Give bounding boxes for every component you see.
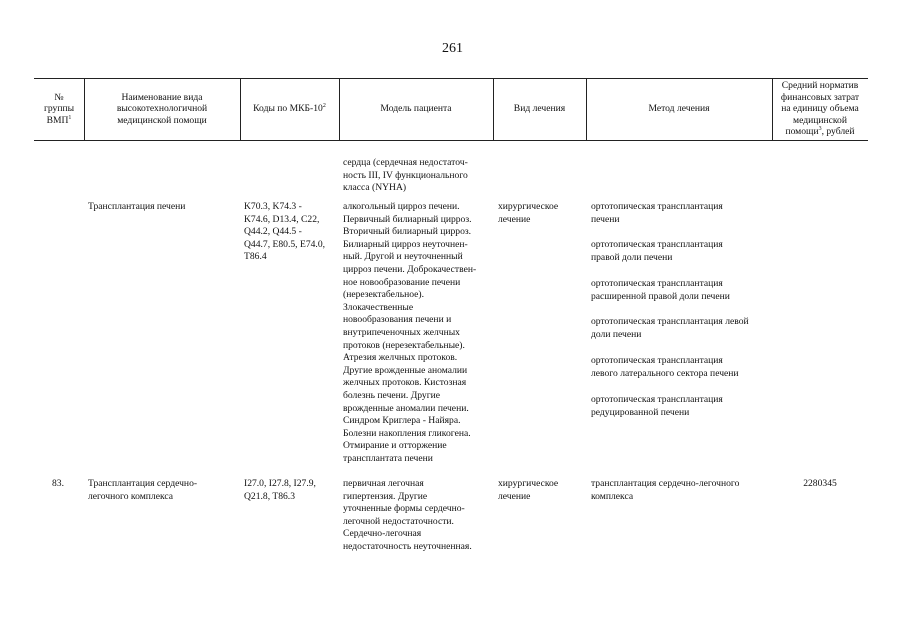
liver-method-1: ортотопическая трансплантация печени	[591, 201, 723, 225]
header-treatment-method: Метод лечения	[648, 103, 710, 115]
continuation-patient-model: сердца (сердечная недостаточ- ность III, IV функционального класса (NYHA)	[343, 157, 468, 194]
liver-patient-model: алкогольный цирроз печени. Первичный билиарный цирроз. Вторичный билиарный цирроз. Билиарный цирроз неуточнен- ный. Другой и неуточненный цирроз печени. Доброкачествен- ное новообразование печени (нерезектабельное). Злокачественные новообразования печени и внутрипеченочных желчных протоков (нерезектабельные). Атрезия желчных протоков. Другие врожденные аномалии желчных протоков. Кистозная болезнь печени. Другие врожденные аномалии печени. Синдром Криглера - Найяра. Болезни накопления гликогена. Отмирание и отторжение трансплантата печени	[343, 201, 477, 464]
row-83-average-cost: 2280345	[803, 478, 837, 489]
row-83-group-number: 83.	[52, 478, 64, 489]
row-83-icd-codes: I27.0, I27.8, I27.9, Q21.8, T86.3	[244, 478, 316, 502]
liver-method-3: ортотопическая трансплантация расширенной правой доли печени	[591, 278, 730, 302]
page-number: 261	[442, 41, 463, 56]
liver-method-6: ортотопическая трансплантация редуцированной печени	[591, 394, 723, 418]
liver-method-2: ортотопическая трансплантация правой доли печени	[591, 239, 723, 263]
liver-method-4: ортотопическая трансплантация левой доли печени	[591, 316, 749, 340]
header-treatment-type: Вид лечения	[513, 103, 566, 115]
row-83-treatment-method: трансплантация сердечно-легочного комплекса	[591, 478, 740, 502]
header-bottom-rule	[34, 140, 868, 141]
liver-icd-codes: K70.3, K74.3 - K74.6, D13.4, C22, Q44.2, Q44.5 - Q44.7, E80.5, E74.0, T86.4	[244, 201, 326, 263]
header-group-number: № группы ВМП$^1$	[43, 91, 75, 126]
row-83-patient-model: первичная легочная гипертензия. Другие уточненные формы сердечно- легочной недостаточности. Сердечно-легочная недостаточность неуточненная.	[343, 478, 472, 552]
liver-care-name: Трансплантация печени	[88, 201, 186, 212]
header-patient-model: Модель пациента	[380, 103, 452, 115]
header-icd-codes: Коды по МКБ-$10^2$	[253, 103, 326, 115]
header-care-type-name: Наименование вида высокотехнологичной медицинской помощи	[116, 91, 208, 126]
liver-treatment-type: хирургическое лечение	[498, 201, 559, 225]
row-83-care-name: Трансплантация сердечно- легочного комплекса	[88, 478, 198, 502]
liver-method-5: ортотопическая трансплантация левого латерального сектора печени	[591, 355, 739, 379]
header-average-cost: Средний норматив финансовых затрат на единицу объема медицинской помощи$^3$, рублей	[780, 80, 860, 138]
row-83-treatment-type: хирургическое лечение	[498, 478, 559, 502]
